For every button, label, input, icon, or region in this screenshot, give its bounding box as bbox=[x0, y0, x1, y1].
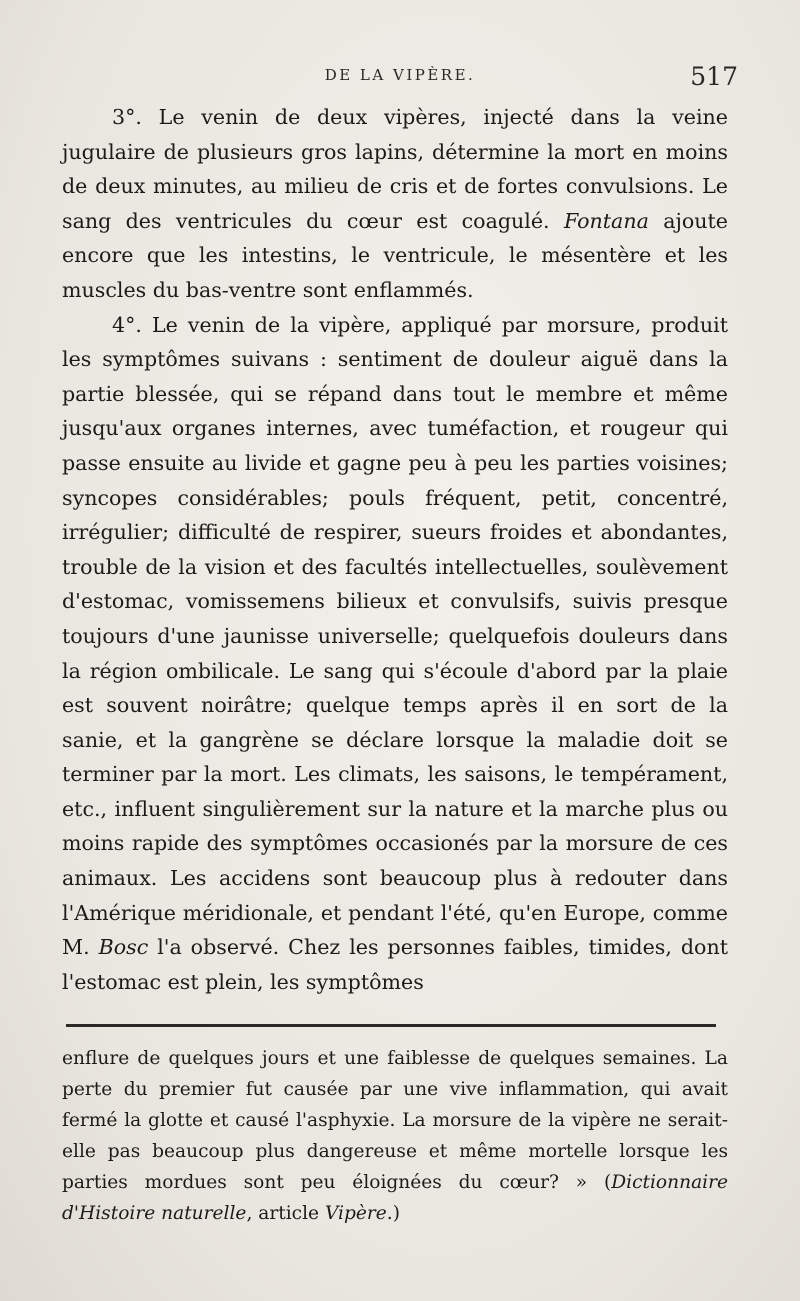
source-title: Dictionnaire d'Histoire naturelle bbox=[62, 1172, 728, 1224]
paragraph-4-text-end: l'a observé. Chez les personnes faibles, timides, dont l'estomac est plein, les symptômes bbox=[62, 935, 728, 994]
footnote bbox=[62, 1043, 728, 1229]
author-name-fontana: Fontana bbox=[563, 208, 649, 233]
paragraph-4-text: 4°. Le venin de la vipère, appliqué par morsure, produit les symptômes suivans : sentiment de douleur aiguë dans la partie blessée, qui se répand dans tout le membre et même jusqu'aux organes internes, avec tuméfaction, et rougeur qui passe ensuite au livide et gagne peu à peu les parties voisines; syncopes considérables; pouls fréquent, petit, concentré, irrégulier; difficulté de respirer, sueurs froides et abondantes, trouble de la vision et des facultés intellectuelles, soulèvement d'estomac, vomissemens bilieux et convulsifs, suivis presque toujours d'une jaunisse universelle; quelquefois douleurs dans la région ombilicale. Le sang qui s'écoule d'abord par la plaie est souvent noirâtre; quelque temps après il en sort de la sanie, et la gangrène se déclare lorsque la maladie doit se terminer par la mort. Les climats, les saisons, le tempérament, etc., influent singulièrement sur la nature et la marche plus ou moins rapide des symptômes occasionés par la morsure de ces animaux. Les accidens sont beaucoup plus à redouter dans l'Amérique méridionale, et pendant l'été, qu'en Europe, comme M. bbox=[62, 312, 728, 960]
article-name: Vipère bbox=[324, 1203, 387, 1224]
paragraph-3-text: 3°. Le venin de deux vipères, injecté dans la veine jugulaire de plusieurs gros lapins, détermine la mort en moins de deux minutes, au milieu de cris et de fortes convulsions. Le sang des ventricules du cœur est coagulé. bbox=[62, 105, 728, 233]
author-name-bosc: Bosc bbox=[98, 935, 149, 960]
paragraph-4 bbox=[62, 308, 728, 1000]
main-text bbox=[62, 100, 728, 999]
footnote-separator bbox=[66, 1024, 716, 1027]
running-head: DE LA VIPÈRE. bbox=[324, 66, 476, 84]
page-header bbox=[62, 62, 738, 92]
footnote-text: enflure de quelques jours et une faiblesse de quelques semaines. La perte du premier fut causée par une vive inflammation, qui avait fermé la glotte et causé l'asphyxie. La morsure de la vipère ne serait-elle pas beaucoup plus dangereuse et même mortelle lorsque les parties mordues sont peu éloignées du cœur? » ( bbox=[62, 1048, 728, 1193]
footnote-paragraph bbox=[62, 1043, 728, 1229]
paragraph-3-text-end: ajoute encore que les intestins, le ventricule, le mésentère et les muscles du bas-ventre sont enflammés. bbox=[62, 208, 728, 302]
article-label: , article bbox=[246, 1203, 325, 1224]
page-number: 517 bbox=[690, 62, 738, 91]
paragraph-3 bbox=[62, 100, 728, 308]
footnote-close: .) bbox=[386, 1203, 400, 1224]
